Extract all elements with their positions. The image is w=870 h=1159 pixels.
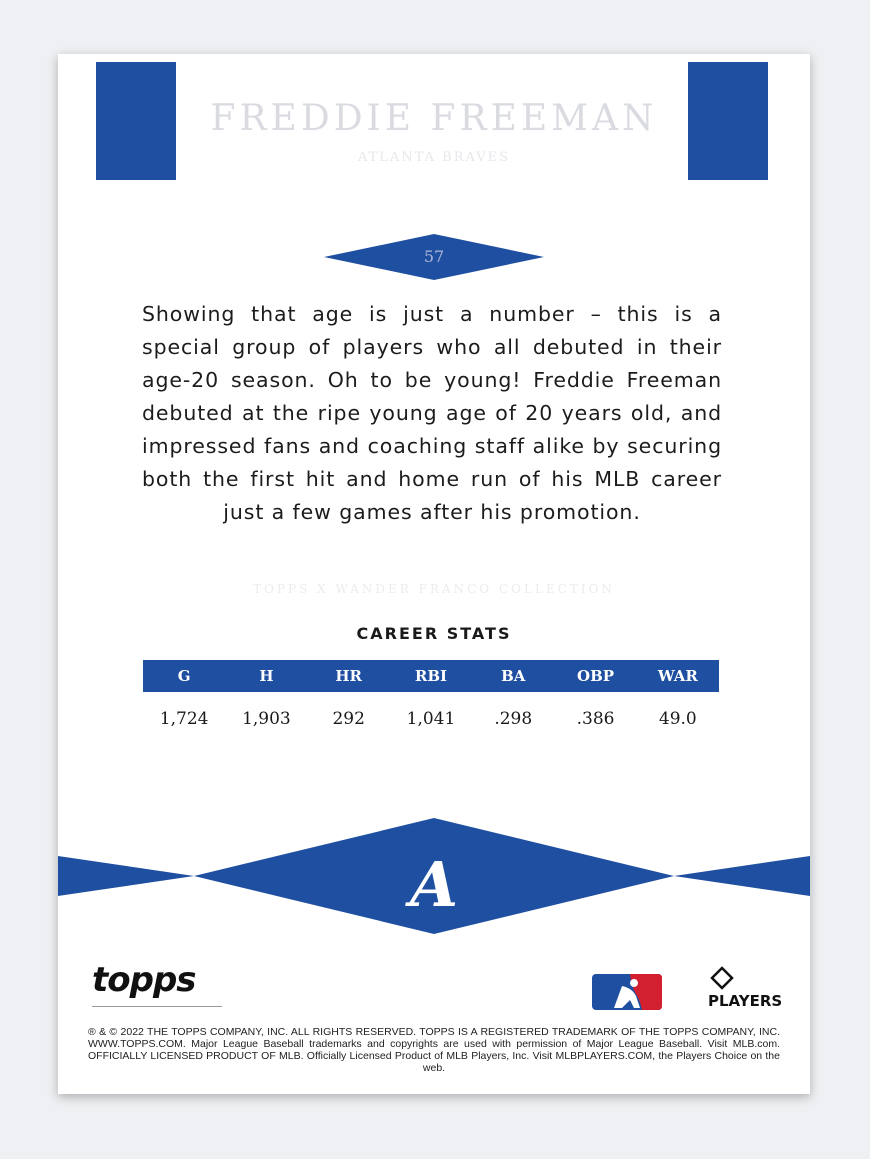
topps-logo: topps xyxy=(92,960,196,1000)
stats-header-h: H xyxy=(259,667,274,685)
stats-value-obp: .386 xyxy=(576,709,615,729)
stats-value-h: 1,903 xyxy=(242,709,291,729)
stats-value-hr: 292 xyxy=(332,709,365,729)
stats-header-row xyxy=(143,660,719,692)
players-diamond-icon xyxy=(710,966,734,990)
stats-header-war: WAR xyxy=(657,667,698,685)
stats-header-rbi: RBI xyxy=(414,667,448,685)
stats-value-ba: .298 xyxy=(494,709,533,729)
card-number: 57 xyxy=(423,247,445,266)
card-number-badge xyxy=(324,232,544,282)
team-name: ATLANTA BRAVES xyxy=(357,150,511,165)
bio-text: Showing that age is just a number – this is a special group of players who all debuted in their age-20 season. Oh to be young! Freddie Freeman debuted at the ripe young age of 20 years old, and impressed fans and coaching staff alike by securing both the first hit and home run of his MLB career just a few games after his promotion. xyxy=(142,302,722,524)
legal-text: ® & © 2022 THE TOPPS COMPANY, INC. ALL RIGHTS RESERVED. TOPPS IS A REGISTERED TRADEMARK OF THE TOPPS COMPANY, INC. WWW.TOPPS.COM. Major League Baseball trademarks and copyrights are used with permission of Major League Baseball. Visit MLB.com. OFFICIALLY LICENSED PRODUCT OF MLB. Officially Licensed Product of MLB Players, Inc. Visit MLBPLAYERS.COM, the Players Choice on the web. xyxy=(88,1026,780,1074)
players-logo: PLAYERS xyxy=(708,992,783,1010)
stats-value-row xyxy=(143,704,719,734)
collection-label: TOPPS X WANDER FRANCO COLLECTION xyxy=(253,582,615,596)
baseball-card-back xyxy=(58,54,810,1094)
stats-title: CAREER STATS xyxy=(356,624,512,643)
player-name: FREDDIE FREEMAN xyxy=(210,98,658,139)
stats-header-hr: HR xyxy=(335,667,363,685)
braves-a-icon: A xyxy=(409,848,459,921)
stats-value-g: 1,724 xyxy=(159,709,209,729)
mlb-logo-icon xyxy=(592,974,662,1010)
stats-header-g: G xyxy=(177,667,191,685)
stats-header-ba: BA xyxy=(501,667,526,685)
stats-header-obp: OBP xyxy=(577,667,615,685)
topps-rule xyxy=(92,1006,222,1007)
stats-value-rbi: 1,041 xyxy=(406,709,456,729)
stats-value-war: 49.0 xyxy=(658,709,697,729)
